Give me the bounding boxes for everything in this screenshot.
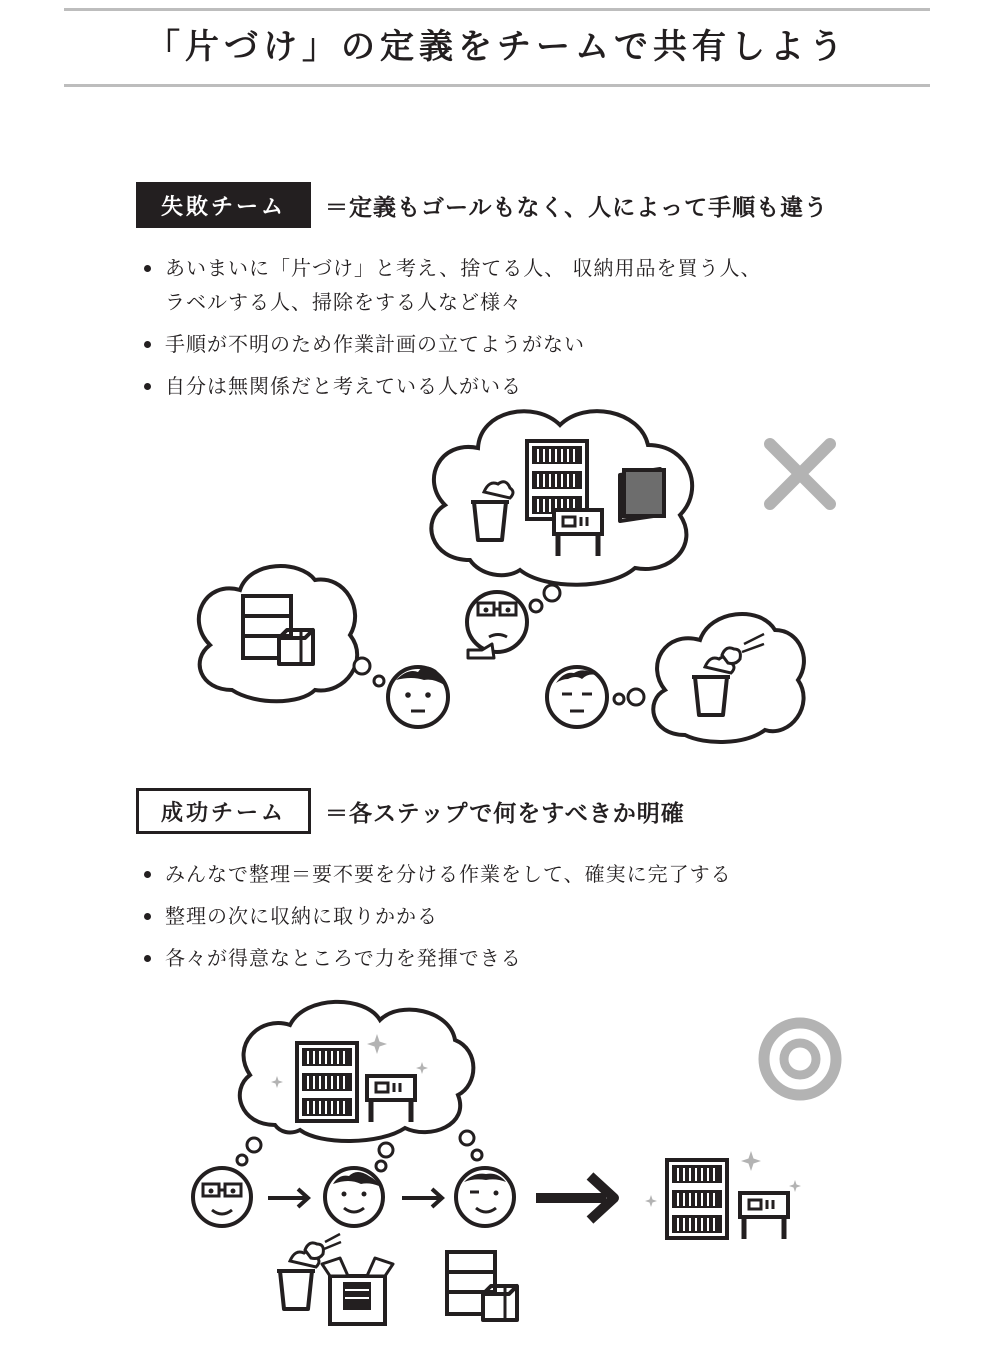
cloud-shared-items [431,411,692,585]
book-icon [620,469,664,521]
thought-bubble-dot [237,1155,247,1165]
thought-bubble-dot [374,676,384,686]
thought-bubble-dot [247,1138,261,1152]
bullet-line: 整理の次に収納に取りかかる [165,904,438,928]
page-title: 「片づけ」の定義をチームで共有しよう [146,27,848,67]
success-team-tag: 成功チーム [136,788,311,834]
thought-bubble-dot [628,689,644,705]
double-circle-mark-icon [764,1023,836,1095]
storage-boxes-icon [447,1252,517,1320]
big-arrow-right-icon [536,1176,614,1220]
arrow-right-icon [268,1189,308,1207]
thought-bubble-dot [530,600,542,612]
bullet-line: あいまいに「片づけ」と考え、捨てる人、 収納用品を買う人、 [165,256,762,280]
organized-room-result [645,1151,801,1239]
thought-bubble-dot [472,1150,482,1160]
person-smile-icon [456,1168,514,1226]
success-summary: ＝各ステップで何をすべきか明確 [325,800,685,827]
person-indifferent-icon [547,667,607,727]
bullet-line: 手順が不明のため作業計画の立てようがない [165,332,585,356]
arrow-right-icon [402,1189,442,1207]
person-smile-icon [325,1168,383,1226]
bullet-line: みんなで整理＝要不要を分ける作業をして、確実に完了する [165,862,732,886]
person-glasses-smile-icon [193,1168,251,1226]
thought-bubble-dot [379,1143,393,1157]
cloud-trash-item [653,614,804,742]
thought-bubble-dot [376,1161,386,1171]
person-glasses-icon [467,592,527,658]
bullet-line: 自分は無関係だと考えている人がいる [165,374,522,398]
cross-mark-icon [770,444,830,504]
open-box-icon [322,1258,393,1324]
fail-team-tag: 失敗チーム [136,182,311,228]
thought-bubble-dot [354,658,370,674]
bullet-line: ラベルする人、掃除をする人など様々 [165,290,522,314]
cloud-shared-goal [240,1002,474,1141]
thought-bubble-dot [614,694,624,704]
thought-bubble-dot [460,1131,474,1145]
fail-summary: ＝定義もゴールもなく、人によって手順も違う [325,194,829,221]
cloud-storage-items [199,566,357,701]
bullet-line: 各々が得意なところで力を発揮できる [165,946,522,970]
thought-bubble-dot [544,585,560,601]
person-unsure-icon [388,666,448,727]
